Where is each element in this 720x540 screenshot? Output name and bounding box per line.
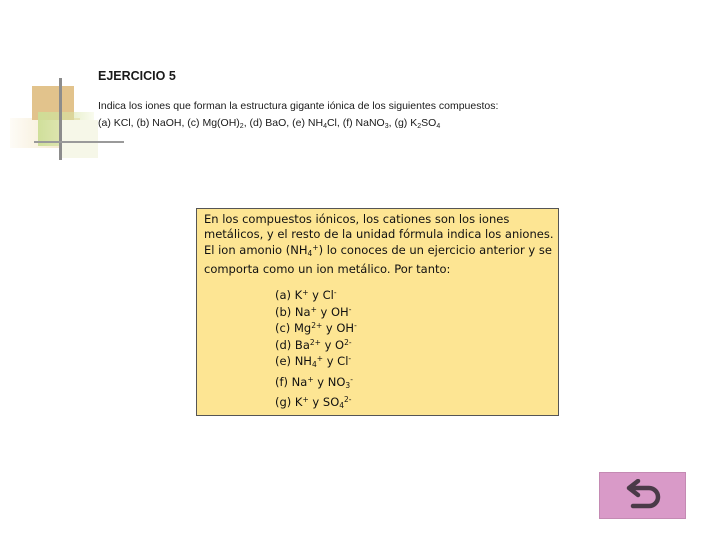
compound-a: (a) KCl, bbox=[98, 117, 137, 129]
answer-item: (b) Na+ y OH- bbox=[275, 304, 352, 319]
compound-d: (d) BaO, bbox=[249, 117, 293, 129]
answer-item: (c) $Mg^{2+}$ y OH- bbox=[275, 321, 357, 335]
answer-item: (a) K+ y Cl- bbox=[275, 288, 337, 302]
decorative-vertical-line bbox=[59, 78, 62, 160]
answer-item: (g) K+ y $SO_4^{2-}$ bbox=[275, 395, 352, 410]
compound-c: (c) $Mg(OH)_2$, bbox=[187, 117, 250, 130]
compound-g: (g) $K_2SO_4$ bbox=[394, 117, 441, 130]
compound-b: (b) NaOH, bbox=[136, 117, 188, 129]
answer-item: (e) $NH_4^+$ y Cl- bbox=[275, 354, 352, 369]
decorative-square-pale bbox=[60, 120, 98, 158]
statement-line: Indica los iones que forman la estructura gigante iónica de los siguientes compuestos: bbox=[98, 100, 499, 112]
decorative-horizontal-line bbox=[34, 141, 124, 143]
answer-item: (f) Na+ y $NO_3^-$ bbox=[275, 374, 353, 390]
compound-f: (f) NaNO$_3$, bbox=[342, 117, 395, 130]
return-arrow-icon bbox=[623, 479, 663, 513]
answer-list bbox=[275, 286, 357, 414]
answer-box bbox=[196, 208, 559, 416]
back-button[interactable] bbox=[599, 472, 686, 519]
exercise-title: EJERCICIO 5 bbox=[98, 69, 176, 83]
compound-list bbox=[98, 115, 638, 135]
compound-e: (e) $NH_4Cl$, bbox=[292, 117, 343, 130]
answer-intro: En los compuestos iónicos, los cationes son los iones metálicos, y el resto de la unidad fórmula indica los aniones. El ion amonio $(NH_4^+)$ lo conoces de un ejercicio anterior y se comporta como un ion metálico. Por tanto: bbox=[204, 212, 554, 276]
exercise-statement bbox=[98, 98, 638, 135]
answer-item: (d) $Ba^{2+}$ y $O^{2-}$ bbox=[275, 337, 352, 352]
